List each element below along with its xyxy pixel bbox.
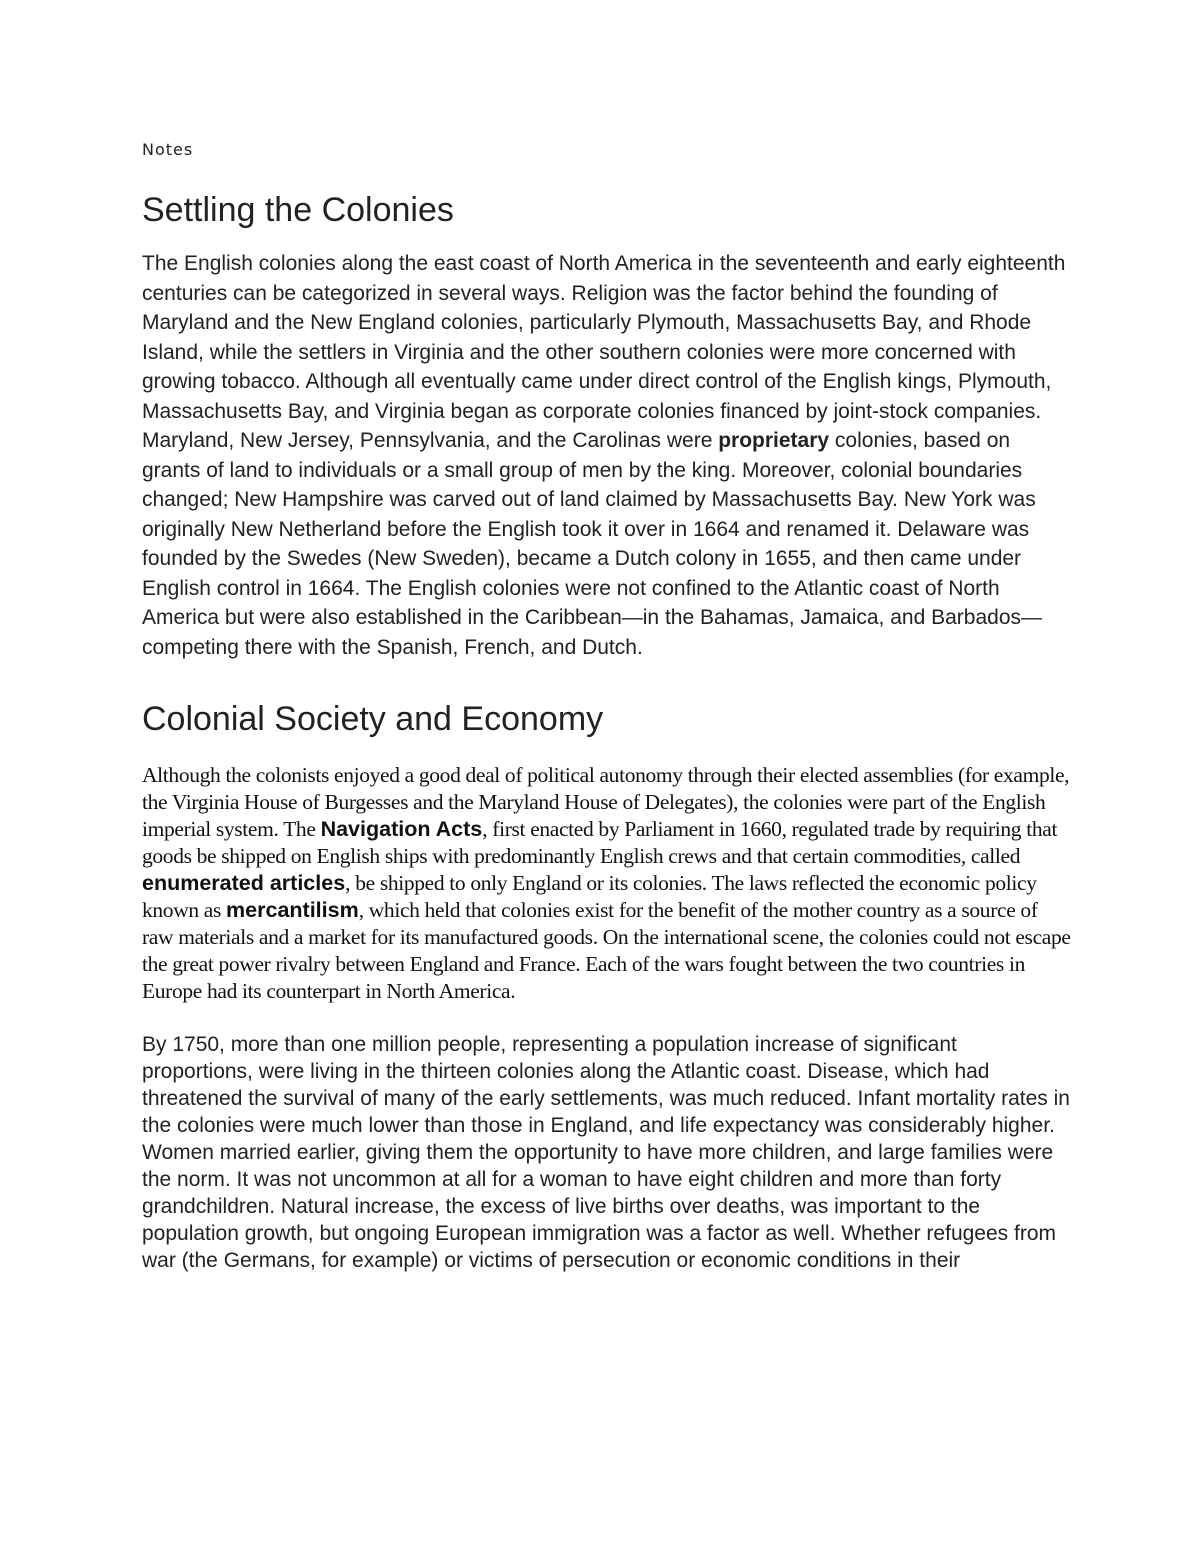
document-body <box>142 140 1072 1274</box>
paragraph-text: , which held that colonies exist for the benefit of the mother country as a source of raw materials and a market for its manufactured goods. On the international scene, the colonies could not escape the great power rivalry between England and France. Each of the wars fought between the two countries in Europe had its counterpart in North America. <box>142 898 1071 1003</box>
paragraph-population: By 1750, more than one million people, representing a population increase of significant proportions, were living in the thirteen colonies along the Atlantic coast. Disease, which had threatened the survival of many of the early settlements, was much reduced. Infant mortality rates in the colonies were much lower than those in England, and life expectancy was considerably higher. Women married earlier, giving them the opportunity to have more children, and large families were the norm. It was not uncommon at all for a woman to have eight children and more than forty grandchildren. Natural increase, the excess of live births over deaths, was important to the population growth, but ongoing European immigration was a factor as well. Whether refugees from war (the Germans, for example) or victims of persecution or economic conditions in their <box>142 1033 1070 1272</box>
paragraph-text: , first enacted by Parliament in 1660, regulated trade by requiring that goods be shipped on English ships with predominantly English crews and that certain commodities, called <box>142 817 1058 868</box>
section-heading-settling-colonies: Settling the Colonies <box>142 191 454 229</box>
term-navigation-acts: Navigation Acts <box>320 817 483 841</box>
paragraph-text: The English colonies along the east coast of North America in the seventeenth and early eighteenth centuries can be categorized in several ways. Religion was the factor behind the founding of Maryland and the New England colonies, particularly Plymouth, Massachusetts Bay, and Rhode Island, while the settlers in Virginia and the other southern colonies were more concerned with growing tobacco. Although all eventually came under direct control of the English kings, Plymouth, Massachusetts Bay, and Virginia began as corporate colonies financed by joint-stock companies. Maryland, New Jersey, Pennsylvania, and the Carolinas were <box>142 252 1066 452</box>
term-mercantilism: mercantilism <box>226 898 359 922</box>
section-heading-colonial-society: Colonial Society and Economy <box>142 700 604 738</box>
paragraph-settling-colonies <box>142 249 1072 662</box>
paragraph-text: , be shipped to only England or its colonies. The laws reflected the economic policy known as <box>142 871 1037 922</box>
term-proprietary: proprietary <box>718 429 830 452</box>
paragraph-text: Although the colonists enjoyed a good deal of political autonomy through their elected assemblies (for example, the Virginia House of Burgesses and the Maryland House of Delegates), the colonies were part of the English imperial system. The <box>142 763 1070 841</box>
notes-label: Notes <box>142 140 194 159</box>
paragraph-navigation-acts <box>142 762 1072 1005</box>
paragraph-text: colonies, based on grants of land to individuals or a small group of men by the king. Moreover, colonial boundaries changed; New Hampshire was carved out of land claimed by Massachusetts Bay. New York was originally New Netherland before the English took it over in 1664 and renamed it. Delaware was founded by the Swedes (New Sweden), became a Dutch colony in 1655, and then came under English control in 1664. The English colonies were not confined to the Atlantic coast of North America but were also established in the Caribbean—in the Bahamas, Jamaica, and Barbados—competing there with the Spanish, French, and Dutch. <box>142 429 1042 659</box>
term-enumerated-articles: enumerated articles <box>142 871 346 895</box>
